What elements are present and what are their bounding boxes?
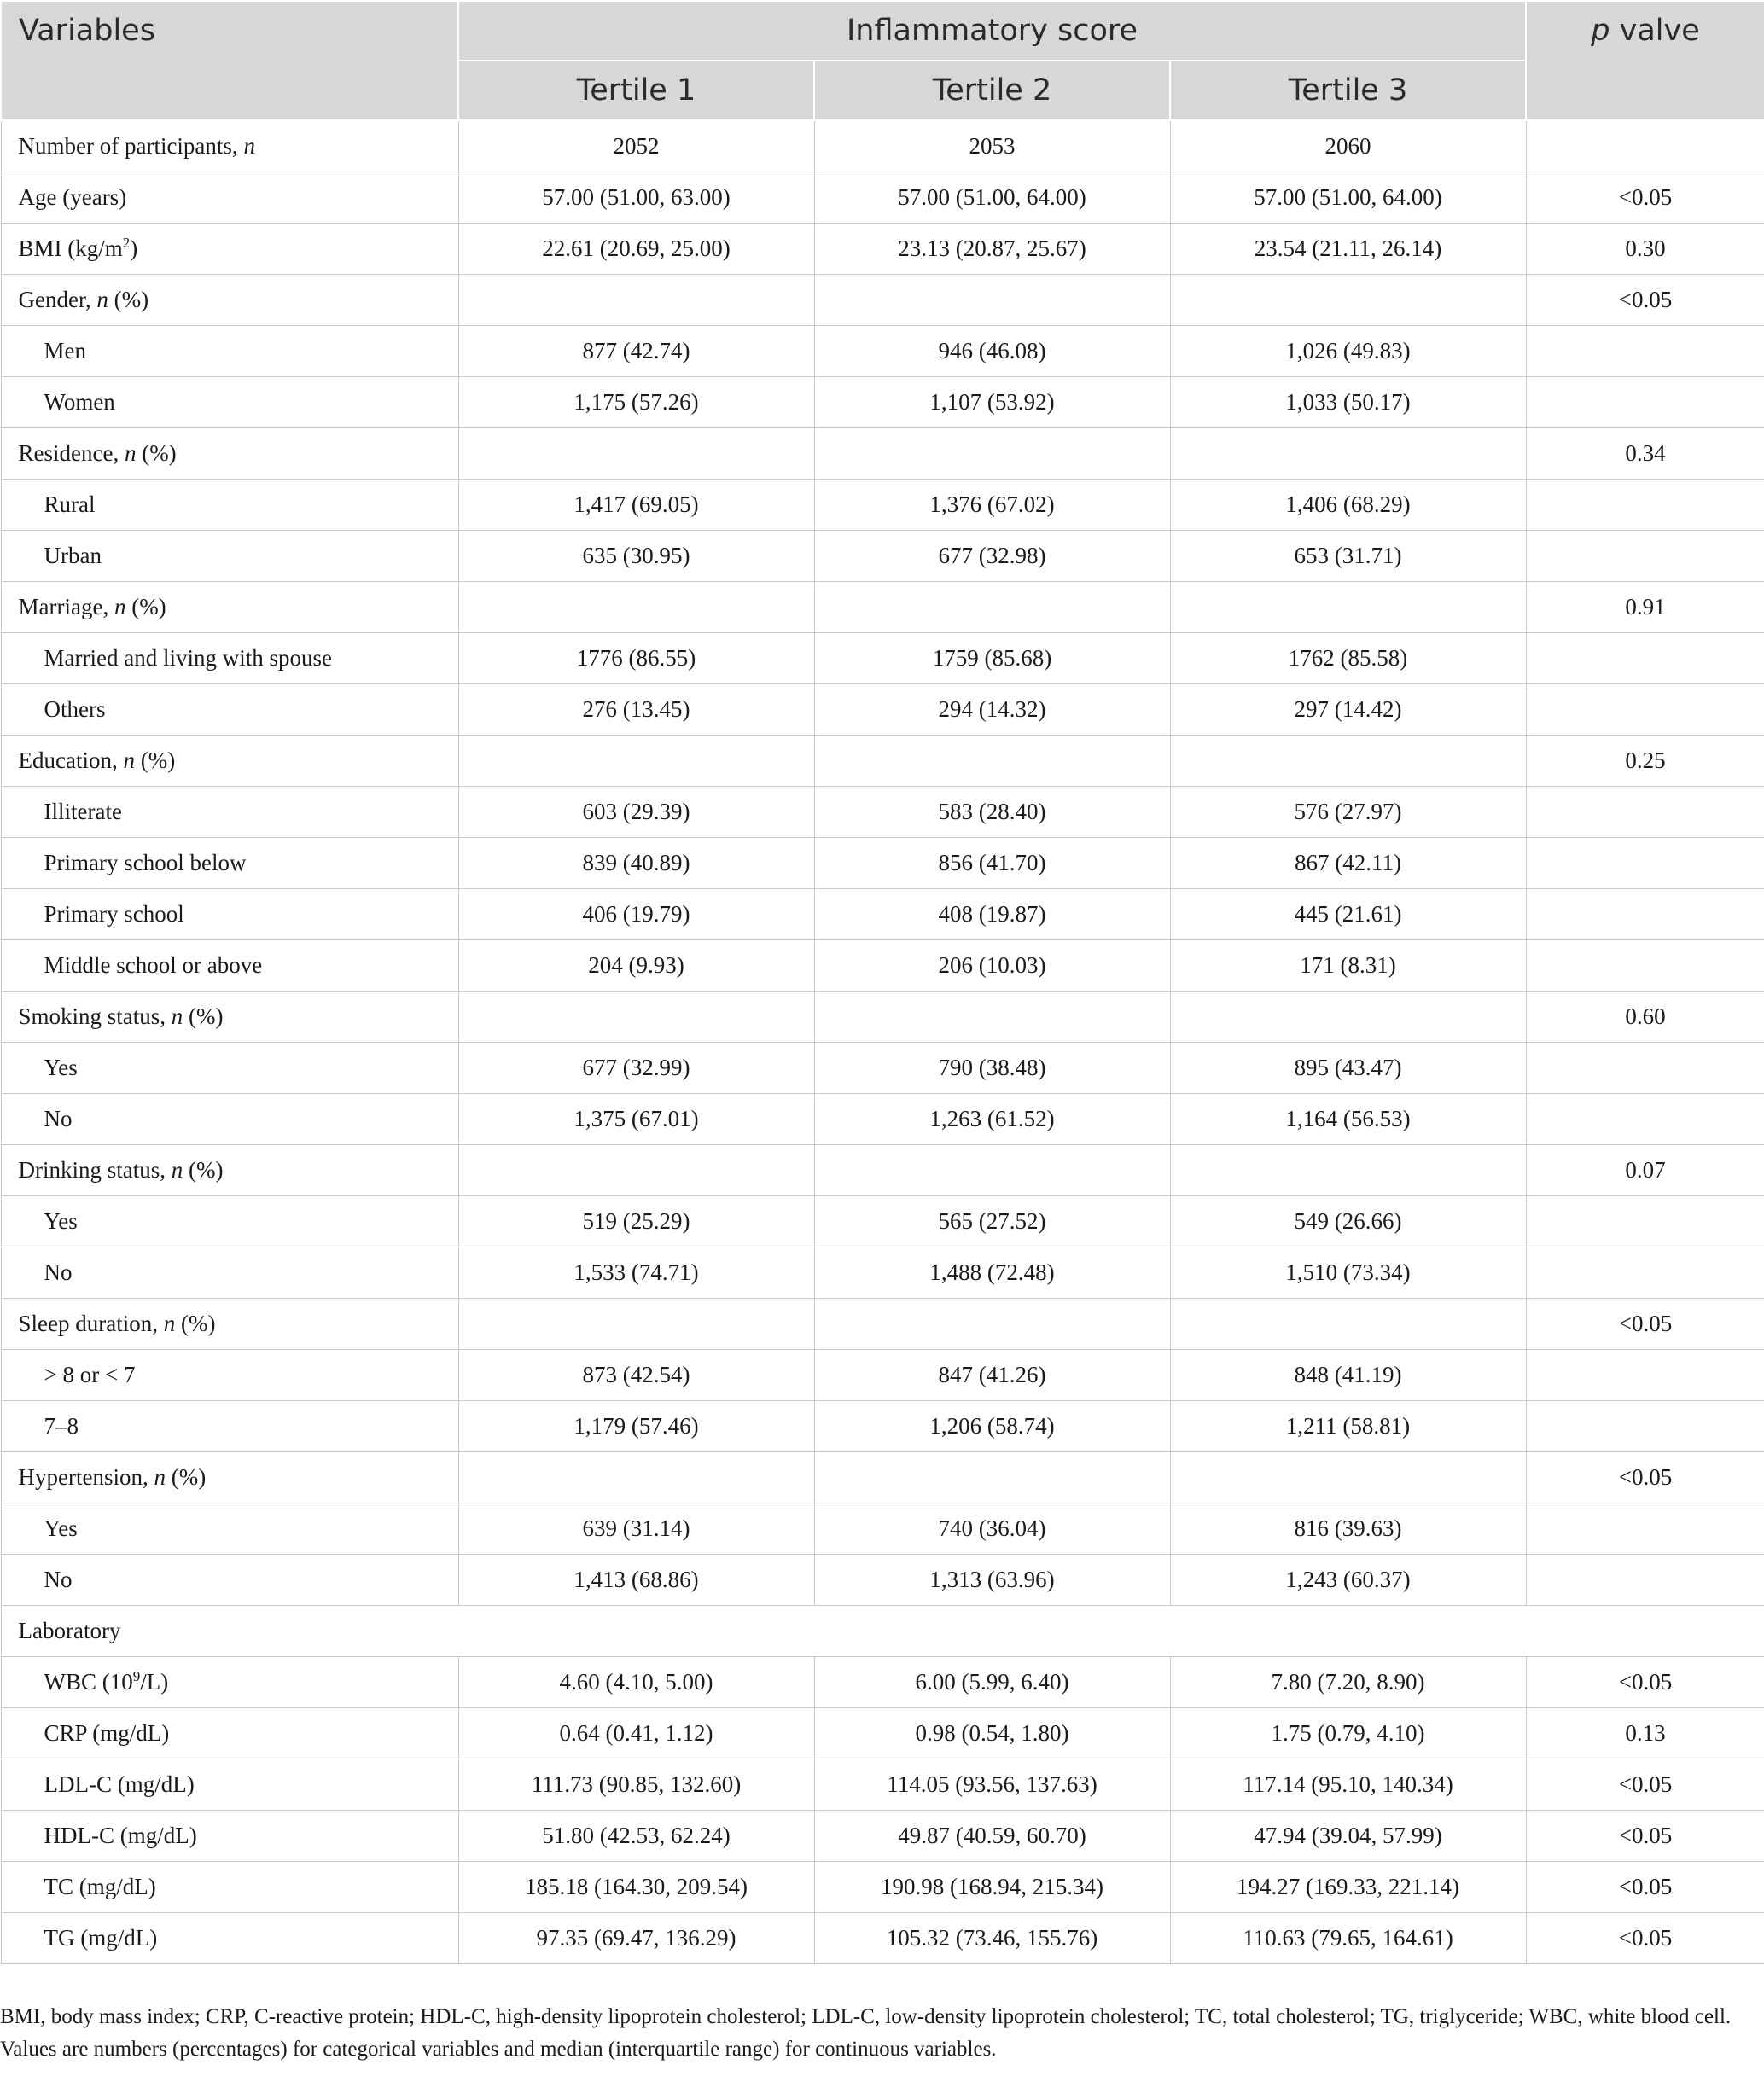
tertile-1-cell: 639 (31.14): [458, 1503, 814, 1555]
row-label-text: No: [44, 1106, 73, 1131]
tertile-2-cell: 583 (28.40): [814, 787, 1170, 838]
tertile-1-cell: 1,417 (69.05): [458, 480, 814, 531]
tertile-1-cell: [458, 1452, 814, 1503]
tertile-3-cell: 1.75 (0.79, 4.10): [1170, 1708, 1526, 1759]
tertile-1-cell: 519 (25.29): [458, 1196, 814, 1247]
tertile-2-cell: 114.05 (93.56, 137.63): [814, 1759, 1170, 1811]
p-value-cell: <0.05: [1526, 1913, 1764, 1964]
header-tertile-1: Tertile 1: [458, 61, 814, 120]
tertile-3-cell: 576 (27.97): [1170, 787, 1526, 838]
tertile-2-cell: [814, 736, 1170, 787]
row-label-text: Others: [44, 696, 106, 722]
row-label-text: Middle school or above: [44, 952, 263, 978]
row-label-text: Primary school: [44, 901, 184, 927]
row-label-suffix: (%): [183, 1003, 224, 1029]
row-label: [1, 736, 458, 787]
table-footnote: BMI, body mass index; CRP, C-reactive protein; HDL-C, high-density lipoprotein cholesterol; LDL-C, low-density lipoprotein cholesterol; TC, total cholesterol; TG, triglyceride; WBC, white blood cell. Values are numbers (percentages) for categorical variables and median (interquartile range) for continuous variables.: [0, 2005, 1732, 2061]
row-label-italic: n: [124, 440, 137, 466]
tertile-2-cell: 946 (46.08): [814, 326, 1170, 377]
row-label-text: TG (mg/dL): [44, 1925, 158, 1951]
tertile-3-cell: [1170, 1452, 1526, 1503]
header-tertile-3: Tertile 3: [1170, 61, 1526, 120]
tertile-2-cell: 49.87 (40.59, 60.70): [814, 1811, 1170, 1862]
tertile-1-cell: 1776 (86.55): [458, 633, 814, 684]
p-value-cell: [1526, 1350, 1764, 1401]
table-body: [1, 120, 1764, 1964]
row-label: [1, 1811, 458, 1862]
row-label: [1, 377, 458, 428]
p-value-cell: <0.05: [1526, 172, 1764, 224]
row-label: [1, 1657, 458, 1708]
row-label-suffix: /L): [140, 1669, 169, 1695]
tertile-2-cell: 1,376 (67.02): [814, 480, 1170, 531]
row-label-text: Yes: [44, 1515, 78, 1541]
header-p-value: [1526, 1, 1764, 120]
row-label: [1, 838, 458, 889]
tertile-3-cell: 1,510 (73.34): [1170, 1247, 1526, 1299]
tertile-3-cell: 47.94 (39.04, 57.99): [1170, 1811, 1526, 1862]
table-row: [1, 120, 1764, 172]
header-p-rest: valve: [1610, 14, 1700, 48]
tertile-3-cell: 1762 (85.58): [1170, 633, 1526, 684]
table-row: [1, 1503, 1764, 1555]
row-label: [1, 1401, 458, 1452]
row-label-text: 7–8: [44, 1413, 79, 1439]
tertile-3-cell: [1170, 1145, 1526, 1196]
row-label-text: Primary school below: [44, 850, 247, 875]
p-value-cell: [1526, 633, 1764, 684]
row-label: [1, 1145, 458, 1196]
row-label-italic: n: [163, 1311, 176, 1336]
row-label-italic: n: [154, 1464, 166, 1490]
p-value-cell: [1526, 1555, 1764, 1606]
table-row: [1, 1759, 1764, 1811]
tertile-2-cell: 1,263 (61.52): [814, 1094, 1170, 1145]
table-row: [1, 1196, 1764, 1247]
tertile-2-cell: 1759 (85.68): [814, 633, 1170, 684]
table-row: [1, 1862, 1764, 1913]
tertile-3-cell: 297 (14.42): [1170, 684, 1526, 736]
table-row: [1, 582, 1764, 633]
tertile-1-cell: 1,175 (57.26): [458, 377, 814, 428]
tertile-2-cell: 6.00 (5.99, 6.40): [814, 1657, 1170, 1708]
tertile-3-cell: [1170, 428, 1526, 480]
tertile-2-cell: 677 (32.98): [814, 531, 1170, 582]
row-label-suffix: ): [130, 236, 138, 261]
row-label: [1, 1862, 458, 1913]
table-row: [1, 1811, 1764, 1862]
p-value-cell: [1526, 1094, 1764, 1145]
row-label: [1, 1196, 458, 1247]
tertile-3-cell: 23.54 (21.11, 26.14): [1170, 224, 1526, 275]
tertile-2-cell: 190.98 (168.94, 215.34): [814, 1862, 1170, 1913]
row-label-suffix: (%): [136, 440, 177, 466]
tertile-2-cell: 294 (14.32): [814, 684, 1170, 736]
row-label-text: Rural: [44, 491, 96, 517]
tertile-2-cell: [814, 1452, 1170, 1503]
row-label-text: Drinking status,: [18, 1157, 172, 1183]
row-label-text: Urban: [44, 543, 102, 568]
row-label-text: Yes: [44, 1055, 78, 1080]
table-row: [1, 1350, 1764, 1401]
tertile-1-cell: 1,179 (57.46): [458, 1401, 814, 1452]
header-p-italic: p: [1591, 14, 1610, 48]
tertile-3-cell: [1170, 1299, 1526, 1350]
tertile-3-cell: 867 (42.11): [1170, 838, 1526, 889]
tertile-1-cell: [458, 1145, 814, 1196]
row-label-italic: n: [171, 1157, 183, 1183]
table-row: [1, 1452, 1764, 1503]
p-value-cell: 0.60: [1526, 992, 1764, 1043]
row-label-text: WBC (10: [44, 1669, 133, 1695]
tertile-3-cell: 549 (26.66): [1170, 1196, 1526, 1247]
tertile-3-cell: 1,033 (50.17): [1170, 377, 1526, 428]
row-label-italic: n: [243, 133, 255, 159]
table-row: [1, 736, 1764, 787]
tertile-2-cell: 1,206 (58.74): [814, 1401, 1170, 1452]
table-row: [1, 531, 1764, 582]
tertile-1-cell: [458, 582, 814, 633]
tertile-3-cell: 171 (8.31): [1170, 940, 1526, 992]
row-label: [1, 326, 458, 377]
row-label-text: Sleep duration,: [18, 1311, 164, 1336]
tertile-3-cell: 110.63 (79.65, 164.61): [1170, 1913, 1526, 1964]
table-header: [1, 1, 1764, 120]
tertile-2-cell: 57.00 (51.00, 64.00): [814, 172, 1170, 224]
row-label: [1, 172, 458, 224]
row-label-italic: n: [123, 747, 135, 773]
tertile-3-cell: 1,406 (68.29): [1170, 480, 1526, 531]
table-row: [1, 1247, 1764, 1299]
tertile-1-cell: 185.18 (164.30, 209.54): [458, 1862, 814, 1913]
row-label: [1, 889, 458, 940]
p-value-cell: <0.05: [1526, 1811, 1764, 1862]
row-label: [1, 1503, 458, 1555]
tertile-1-cell: 22.61 (20.69, 25.00): [458, 224, 814, 275]
tertile-1-cell: 873 (42.54): [458, 1350, 814, 1401]
p-value-cell: [1526, 787, 1764, 838]
row-label-text: No: [44, 1567, 73, 1592]
row-label-text: No: [44, 1259, 73, 1285]
tertile-1-cell: 1,375 (67.01): [458, 1094, 814, 1145]
tertile-2-cell: 847 (41.26): [814, 1350, 1170, 1401]
row-label: [1, 480, 458, 531]
tertile-3-cell: 1,211 (58.81): [1170, 1401, 1526, 1452]
tertile-3-cell: 848 (41.19): [1170, 1350, 1526, 1401]
tertile-1-cell: [458, 275, 814, 326]
tertile-1-cell: 839 (40.89): [458, 838, 814, 889]
tertile-3-cell: [1170, 736, 1526, 787]
p-value-cell: [1526, 889, 1764, 940]
row-label: [1, 940, 458, 992]
tertile-1-cell: [458, 992, 814, 1043]
tertile-3-cell: 2060: [1170, 120, 1526, 172]
header-variables: Variables: [1, 1, 458, 120]
tertile-1-cell: 2052: [458, 120, 814, 172]
row-label: [1, 1708, 458, 1759]
row-label: [1, 787, 458, 838]
row-label-text: Illiterate: [44, 799, 122, 824]
row-label-text: Hypertension,: [18, 1464, 154, 1490]
row-label: [1, 1094, 458, 1145]
row-label: [1, 1299, 458, 1350]
table-row: [1, 224, 1764, 275]
row-label-text: Gender,: [18, 287, 97, 312]
tertile-1-cell: 4.60 (4.10, 5.00): [458, 1657, 814, 1708]
tertile-3-cell: 1,026 (49.83): [1170, 326, 1526, 377]
row-label: [1, 1452, 458, 1503]
row-label: [1, 275, 458, 326]
p-value-cell: [1526, 940, 1764, 992]
tertile-1-cell: 204 (9.93): [458, 940, 814, 992]
row-label-italic: n: [96, 287, 108, 312]
row-label-superscript: 9: [132, 1668, 141, 1684]
tertile-3-cell: 57.00 (51.00, 64.00): [1170, 172, 1526, 224]
tertile-1-cell: 51.80 (42.53, 62.24): [458, 1811, 814, 1862]
tertile-3-cell: [1170, 275, 1526, 326]
p-value-cell: 0.07: [1526, 1145, 1764, 1196]
row-label-italic: n: [114, 594, 126, 619]
row-label: [1, 582, 458, 633]
p-value-cell: [1526, 1196, 1764, 1247]
row-label: [1, 1247, 458, 1299]
tertile-1-cell: [458, 736, 814, 787]
tertile-2-cell: [814, 428, 1170, 480]
tertile-1-cell: 635 (30.95): [458, 531, 814, 582]
header-tertile-2: Tertile 2: [814, 61, 1170, 120]
row-label-text: Number of participants,: [18, 133, 244, 159]
tertile-1-cell: 1,533 (74.71): [458, 1247, 814, 1299]
tertile-2-cell: 23.13 (20.87, 25.67): [814, 224, 1170, 275]
p-value-cell: 0.13: [1526, 1708, 1764, 1759]
p-value-cell: [1526, 1401, 1764, 1452]
row-label-suffix: (%): [134, 747, 176, 773]
row-label: Laboratory: [1, 1606, 1764, 1657]
tertile-1-cell: 276 (13.45): [458, 684, 814, 736]
p-value-cell: [1526, 1247, 1764, 1299]
tertile-2-cell: 0.98 (0.54, 1.80): [814, 1708, 1170, 1759]
p-value-cell: 0.91: [1526, 582, 1764, 633]
row-label: [1, 1759, 458, 1811]
p-value-cell: 0.25: [1526, 736, 1764, 787]
row-label: [1, 428, 458, 480]
tertile-1-cell: 603 (29.39): [458, 787, 814, 838]
row-label-text: TC (mg/dL): [44, 1874, 156, 1899]
tertile-1-cell: 677 (32.99): [458, 1043, 814, 1094]
row-label-text: Yes: [44, 1208, 78, 1234]
table-row: [1, 1708, 1764, 1759]
p-value-cell: [1526, 120, 1764, 172]
table-row: [1, 838, 1764, 889]
row-label-text: Residence,: [18, 440, 125, 466]
p-value-cell: [1526, 1503, 1764, 1555]
tertile-1-cell: 877 (42.74): [458, 326, 814, 377]
tertile-3-cell: 816 (39.63): [1170, 1503, 1526, 1555]
table-row: [1, 377, 1764, 428]
table-row: [1, 1555, 1764, 1606]
row-label-text: BMI (kg/m: [18, 236, 123, 261]
p-value-cell: [1526, 684, 1764, 736]
p-value-cell: [1526, 377, 1764, 428]
table-row: [1, 1657, 1764, 1708]
row-label-italic: n: [171, 1003, 183, 1029]
tertile-2-cell: 1,313 (63.96): [814, 1555, 1170, 1606]
row-label: [1, 1043, 458, 1094]
tertile-2-cell: 105.32 (73.46, 155.76): [814, 1913, 1170, 1964]
tertile-1-cell: 406 (19.79): [458, 889, 814, 940]
tertile-2-cell: 1,488 (72.48): [814, 1247, 1170, 1299]
tertile-1-cell: 0.64 (0.41, 1.12): [458, 1708, 814, 1759]
table-row: [1, 1043, 1764, 1094]
tertile-2-cell: 856 (41.70): [814, 838, 1170, 889]
row-label-text: > 8 or < 7: [44, 1362, 136, 1387]
header-inflammatory-score: Inflammatory score: [458, 1, 1526, 61]
row-label-text: Smoking status,: [18, 1003, 172, 1029]
tertile-2-cell: 790 (38.48): [814, 1043, 1170, 1094]
tertile-1-cell: [458, 1299, 814, 1350]
row-label-text: Married and living with spouse: [44, 645, 332, 671]
row-label: [1, 992, 458, 1043]
p-value-cell: <0.05: [1526, 1299, 1764, 1350]
row-label: [1, 531, 458, 582]
p-value-cell: 0.34: [1526, 428, 1764, 480]
row-label-suffix: (%): [175, 1311, 216, 1336]
row-label-text: Men: [44, 338, 86, 363]
tertile-1-cell: 57.00 (51.00, 63.00): [458, 172, 814, 224]
row-label-superscript: 2: [122, 235, 131, 251]
row-label-suffix: (%): [183, 1157, 224, 1183]
table-row: [1, 1913, 1764, 1964]
row-label: [1, 1555, 458, 1606]
table-row: [1, 1094, 1764, 1145]
row-label-text: CRP (mg/dL): [44, 1720, 170, 1746]
tertile-1-cell: 1,413 (68.86): [458, 1555, 814, 1606]
p-value-cell: [1526, 531, 1764, 582]
tertile-2-cell: [814, 1145, 1170, 1196]
p-value-cell: <0.05: [1526, 1452, 1764, 1503]
table-row: [1, 480, 1764, 531]
tertile-3-cell: 1,243 (60.37): [1170, 1555, 1526, 1606]
table-row: [1, 633, 1764, 684]
row-label-text: HDL-C (mg/dL): [44, 1823, 197, 1848]
row-label-suffix: (%): [125, 594, 166, 619]
tertile-2-cell: 1,107 (53.92): [814, 377, 1170, 428]
tertile-3-cell: [1170, 992, 1526, 1043]
row-label: [1, 684, 458, 736]
table-row: [1, 1299, 1764, 1350]
tertile-3-cell: 1,164 (56.53): [1170, 1094, 1526, 1145]
p-value-cell: 0.30: [1526, 224, 1764, 275]
p-value-cell: [1526, 1043, 1764, 1094]
row-label: [1, 224, 458, 275]
tertile-2-cell: 206 (10.03): [814, 940, 1170, 992]
p-value-cell: [1526, 480, 1764, 531]
tertile-2-cell: 565 (27.52): [814, 1196, 1170, 1247]
tertile-2-cell: 740 (36.04): [814, 1503, 1170, 1555]
tertile-3-cell: 653 (31.71): [1170, 531, 1526, 582]
tertile-1-cell: 111.73 (90.85, 132.60): [458, 1759, 814, 1811]
tertile-2-cell: [814, 1299, 1170, 1350]
table-row: [1, 684, 1764, 736]
p-value-cell: <0.05: [1526, 275, 1764, 326]
row-label-text: Women: [44, 389, 115, 415]
tertile-2-cell: [814, 992, 1170, 1043]
tertile-1-cell: 97.35 (69.47, 136.29): [458, 1913, 814, 1964]
row-label-text: Marriage,: [18, 594, 114, 619]
row-label-text: Age (years): [18, 184, 127, 210]
p-value-cell: <0.05: [1526, 1862, 1764, 1913]
row-label: [1, 1913, 458, 1964]
table-row: [1, 940, 1764, 992]
table-row: [1, 1401, 1764, 1452]
row-label-suffix: (%): [165, 1464, 207, 1490]
tertile-3-cell: 194.27 (169.33, 221.14): [1170, 1862, 1526, 1913]
table-row: [1, 992, 1764, 1043]
table-row: [1, 428, 1764, 480]
tertile-2-cell: 2053: [814, 120, 1170, 172]
row-label-suffix: (%): [108, 287, 149, 312]
p-value-cell: [1526, 326, 1764, 377]
tertile-3-cell: 7.80 (7.20, 8.90): [1170, 1657, 1526, 1708]
tertile-3-cell: 117.14 (95.10, 140.34): [1170, 1759, 1526, 1811]
tertile-2-cell: 408 (19.87): [814, 889, 1170, 940]
table-row: [1, 787, 1764, 838]
tertile-3-cell: [1170, 582, 1526, 633]
table-row: [1, 889, 1764, 940]
tertile-3-cell: 895 (43.47): [1170, 1043, 1526, 1094]
row-label-text: LDL-C (mg/dL): [44, 1771, 195, 1797]
p-value-cell: [1526, 838, 1764, 889]
row-label: [1, 120, 458, 172]
p-value-cell: <0.05: [1526, 1759, 1764, 1811]
table-row: [1, 172, 1764, 224]
row-label-text: Education,: [18, 747, 124, 773]
table-row: [1, 275, 1764, 326]
table-row: [1, 326, 1764, 377]
tertile-1-cell: [458, 428, 814, 480]
tertile-2-cell: [814, 275, 1170, 326]
p-value-cell: <0.05: [1526, 1657, 1764, 1708]
row-label: [1, 633, 458, 684]
table-row: [1, 1145, 1764, 1196]
row-label: [1, 1350, 458, 1401]
tertile-2-cell: [814, 582, 1170, 633]
table-row: [1, 1606, 1764, 1657]
tertile-3-cell: 445 (21.61): [1170, 889, 1526, 940]
